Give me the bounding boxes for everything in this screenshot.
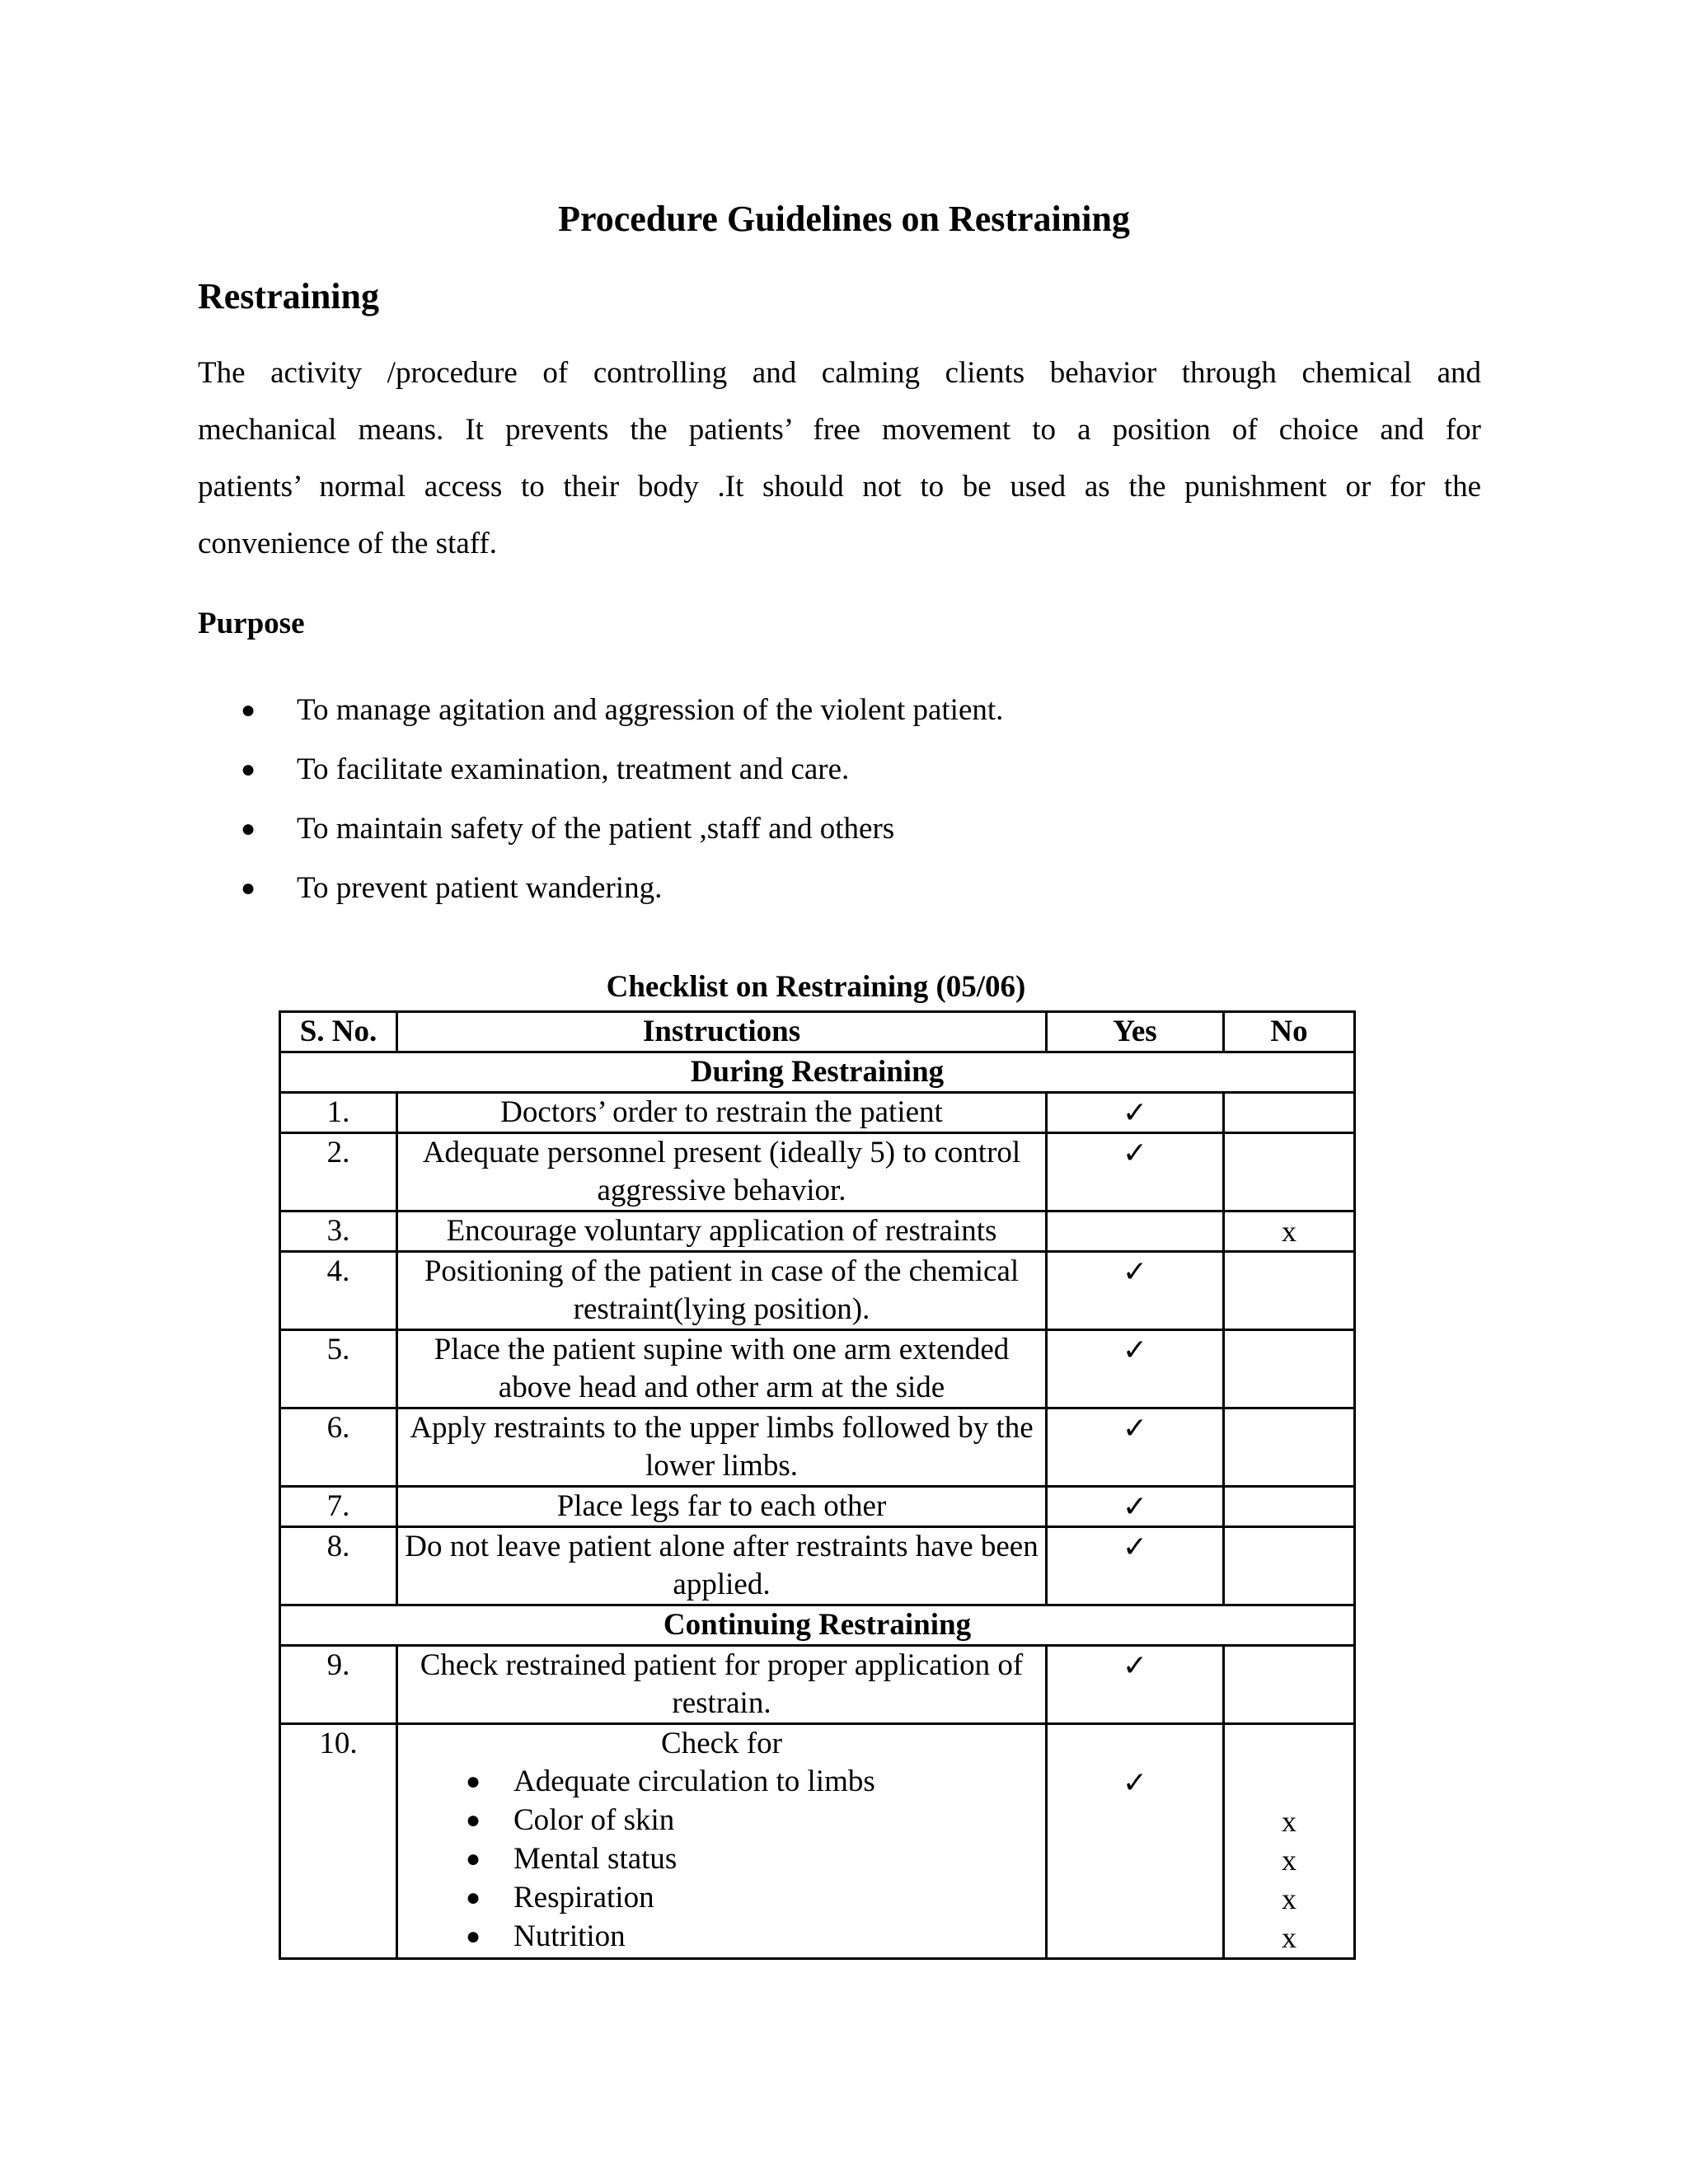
bullet-icon: ● <box>466 1768 481 1795</box>
sno-cell: 7. <box>280 1487 397 1527</box>
sno-cell: 10. <box>280 1724 397 1959</box>
sno-cell: 4. <box>280 1252 397 1330</box>
instruction-cell: Adequate personnel present (ideally 5) to control aggressive behavior. <box>397 1133 1047 1212</box>
sno-cell: 1. <box>280 1093 397 1133</box>
sno-cell: 2. <box>280 1133 397 1212</box>
no-mark-cell <box>1224 1252 1355 1330</box>
table-row <box>280 1133 1355 1212</box>
spacer <box>1225 1725 1353 1764</box>
definition-line: patients’ normal access to their body .It should not to be used as the punishment or for the <box>198 470 1481 504</box>
bullet-icon: ● <box>241 756 256 783</box>
table-row <box>280 1487 1355 1527</box>
instruction-cell: Positioning of the patient in case of the chemical restraint(lying position). <box>397 1252 1047 1330</box>
yes-mark: ✓ <box>1122 1766 1148 1799</box>
yes-mark <box>1048 1919 1222 1957</box>
yes-check-cell: ✓ <box>1047 1527 1224 1605</box>
list-item <box>198 809 1434 869</box>
yes-mark <box>1048 1802 1222 1841</box>
instruction-cell: Do not leave patient alone after restraints have been applied. <box>397 1527 1047 1605</box>
definition-line: The activity /procedure of controlling and calming clients behavior through chemical and <box>198 356 1481 390</box>
instruction-cell: Place legs far to each other <box>397 1487 1047 1527</box>
no-mark-cell <box>1224 1527 1355 1605</box>
no-mark-cell <box>1224 1408 1355 1487</box>
no-mark-cell: x <box>1224 1212 1355 1252</box>
no-mark: x <box>1282 1844 1296 1877</box>
bullet-icon: ● <box>241 696 256 724</box>
yes-check-cell <box>1047 1724 1224 1959</box>
yes-check-cell: ✓ <box>1047 1133 1224 1212</box>
sno-cell: 5. <box>280 1330 397 1408</box>
instruction-cell: Apply restraints to the upper limbs followed by the lower limbs. <box>397 1408 1047 1487</box>
check-for-lead: Check for <box>661 1727 782 1760</box>
sno-cell: 8. <box>280 1527 397 1605</box>
section-row-during <box>280 1052 1355 1093</box>
list-item <box>398 1879 1045 1918</box>
section-label: Continuing Restraining <box>280 1605 1355 1646</box>
instruction-cell: Doctors’ order to restrain the patient <box>397 1093 1047 1133</box>
section-row-continuing <box>280 1605 1355 1646</box>
no-mark-cell <box>1224 1133 1355 1212</box>
instruction-cell: Place the patient supine with one arm extended above head and other arm at the side <box>397 1330 1047 1408</box>
sno-cell: 9. <box>280 1646 397 1724</box>
bullet-icon: ● <box>466 1923 481 1950</box>
bullet-icon: ● <box>241 874 256 902</box>
no-mark-cell <box>1224 1093 1355 1133</box>
definition-line: mechanical means. It prevents the patients’ free movement to a position of choice and for <box>198 413 1481 447</box>
list-item <box>198 750 1434 809</box>
table-row <box>280 1724 1355 1959</box>
instruction-cell: Check restrained patient for proper application of restrain. <box>397 1646 1047 1724</box>
no-mark-cell <box>1224 1724 1355 1959</box>
yes-check-cell: ✓ <box>1047 1487 1224 1527</box>
sno-cell: 6. <box>280 1408 397 1487</box>
bullet-icon: ● <box>466 1807 481 1834</box>
purpose-list <box>198 691 1434 928</box>
check-for-list <box>398 1763 1045 1957</box>
list-item <box>398 1918 1045 1957</box>
purpose-item-text: To prevent patient wandering. <box>297 871 663 905</box>
section-label: During Restraining <box>280 1052 1355 1093</box>
column-header-no: No <box>1224 1012 1355 1052</box>
checklist-caption: Checklist on Restraining (05/06) <box>606 970 1026 1004</box>
check-item-label: Adequate circulation to limbs <box>513 1765 875 1798</box>
purpose-item-text: To maintain safety of the patient ,staff and others <box>297 812 895 846</box>
list-item <box>198 869 1434 928</box>
column-header-instructions: Instructions <box>397 1012 1047 1052</box>
instruction-cell: Encourage voluntary application of restraints <box>397 1212 1047 1252</box>
no-mark <box>1225 1764 1353 1802</box>
yes-check-cell: ✓ <box>1047 1093 1224 1133</box>
check-item-label: Respiration <box>513 1881 654 1915</box>
list-item <box>398 1802 1045 1840</box>
yes-check-cell: ✓ <box>1047 1408 1224 1487</box>
bullet-icon: ● <box>466 1845 481 1872</box>
list-item <box>198 691 1434 750</box>
checklist-table <box>279 1010 1356 1960</box>
definition-paragraph <box>198 344 1481 572</box>
list-item <box>398 1840 1045 1879</box>
no-mark: x <box>1282 1921 1296 1954</box>
bullet-icon: ● <box>466 1884 481 1911</box>
table-row <box>280 1646 1355 1724</box>
yes-mark <box>1048 1841 1222 1880</box>
no-mark-cell <box>1224 1487 1355 1527</box>
column-header-sno: S. No. <box>280 1012 397 1052</box>
check-item-label: Nutrition <box>513 1919 626 1953</box>
list-item <box>398 1763 1045 1802</box>
yes-check-cell: ✓ <box>1047 1646 1224 1724</box>
page-title: Procedure Guidelines on Restraining <box>558 199 1130 239</box>
table-header-row <box>280 1012 1355 1052</box>
bullet-icon: ● <box>241 815 256 842</box>
table-row <box>280 1252 1355 1330</box>
purpose-item-text: To facilitate examination, treatment and care. <box>297 752 850 786</box>
column-header-yes: Yes <box>1047 1012 1224 1052</box>
no-mark: x <box>1282 1882 1296 1915</box>
definition-line: convenience of the staff. <box>198 527 497 560</box>
no-mark: x <box>1282 1805 1296 1838</box>
yes-check-cell: ✓ <box>1047 1252 1224 1330</box>
section-heading: Restraining <box>198 276 379 316</box>
sno-cell: 3. <box>280 1212 397 1252</box>
no-mark-cell <box>1224 1330 1355 1408</box>
yes-check-cell: ✓ <box>1047 1330 1224 1408</box>
table-row <box>280 1408 1355 1487</box>
table-row <box>280 1093 1355 1133</box>
check-item-label: Mental status <box>513 1842 678 1876</box>
table-row <box>280 1330 1355 1408</box>
yes-check-cell <box>1047 1212 1224 1252</box>
purpose-item-text: To manage agitation and aggression of the violent patient. <box>297 693 1004 727</box>
purpose-heading: Purpose <box>198 607 305 640</box>
no-mark-cell <box>1224 1646 1355 1724</box>
check-item-label: Color of skin <box>513 1803 675 1837</box>
table-row <box>280 1527 1355 1605</box>
table-row <box>280 1212 1355 1252</box>
spacer <box>1048 1725 1222 1764</box>
yes-mark <box>1048 1880 1222 1919</box>
instruction-cell <box>397 1724 1047 1959</box>
